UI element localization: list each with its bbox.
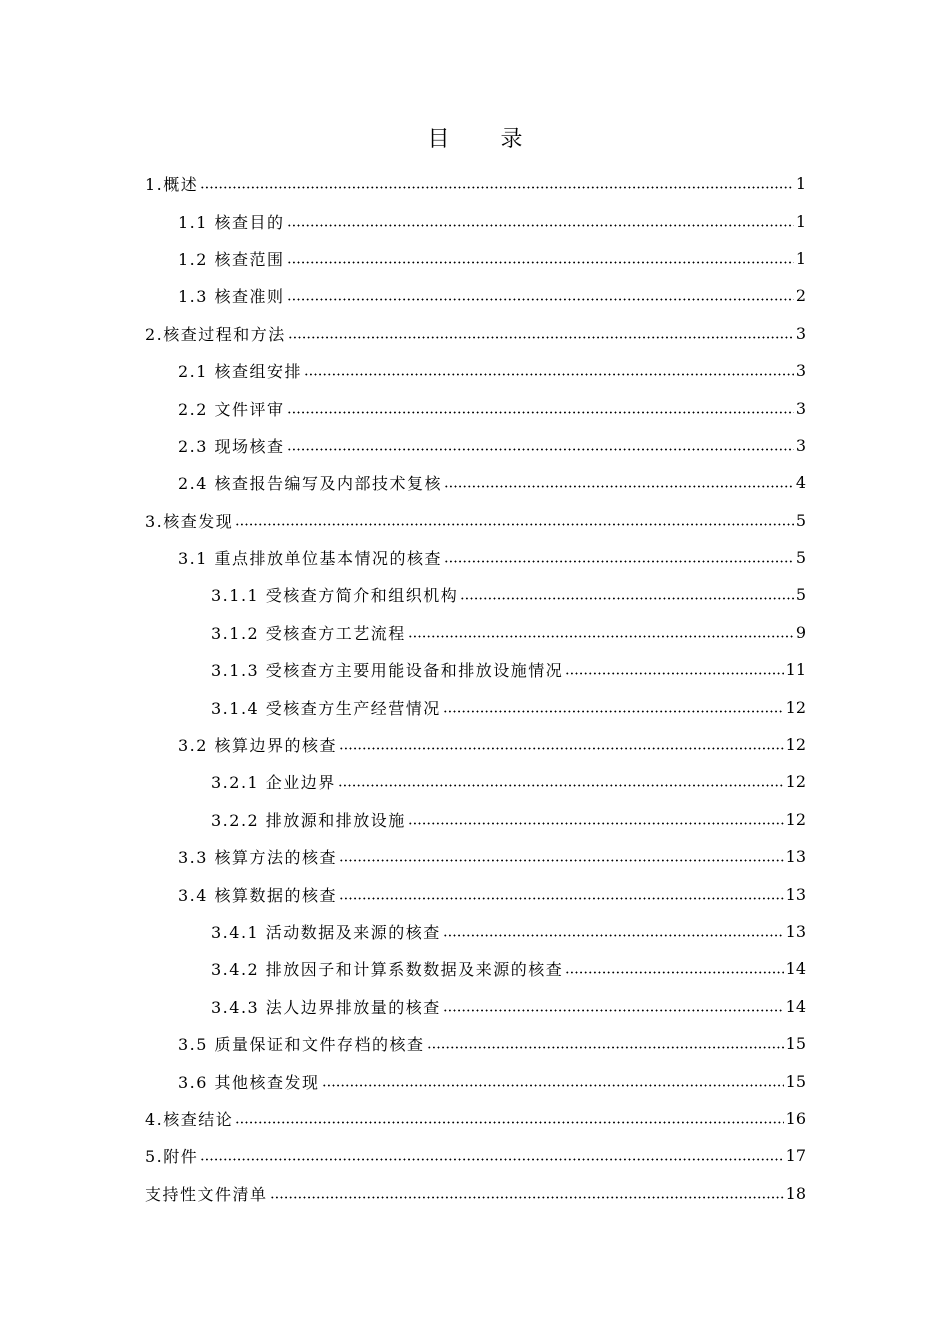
toc-entry-label: 3.1.4 受核查方生产经营情况: [211, 698, 441, 718]
toc-entry-page-number: 14: [785, 959, 806, 979]
toc-dot-leader: [287, 292, 794, 308]
toc-entry-page-number: 3: [795, 398, 806, 418]
toc-entry[interactable]: [0, 1025, 950, 1062]
toc-entry-label: 3.4.1 活动数据及来源的核查: [211, 923, 441, 942]
toc-entry-label: 3.2 核算边界的核查: [178, 736, 338, 756]
toc-entry-label: 3.6 其他核查发现: [178, 1072, 320, 1092]
toc-dot-leader: [288, 329, 794, 345]
toc-entry-label: 2.1 核查组安排: [178, 362, 303, 382]
toc-entry-page-number: 12: [785, 697, 806, 717]
toc-entry[interactable]: [0, 464, 950, 501]
toc-dot-leader: [338, 778, 784, 794]
toc-entry-page-number: 5: [795, 585, 806, 605]
toc-entry-page-number: 17: [785, 1146, 806, 1166]
toc-entry-label: 3.4.2 排放因子和计算系数数据及来源的核查: [211, 960, 564, 980]
toc-list: [0, 165, 950, 1212]
toc-entry[interactable]: [0, 913, 950, 950]
toc-entry-page-number: 14: [785, 996, 806, 1016]
toc-entry-label: 4.核查结论: [145, 1109, 234, 1129]
toc-entry[interactable]: [0, 726, 950, 763]
toc-entry[interactable]: [0, 763, 950, 800]
toc-dot-leader: [427, 1040, 784, 1056]
toc-entry[interactable]: [0, 838, 950, 875]
toc-entry-page-number: 13: [785, 847, 806, 867]
toc-entry-label: 1.2 核查范围: [178, 249, 285, 269]
toc-entry[interactable]: [0, 875, 950, 912]
toc-entry-page-number: 9: [795, 622, 806, 642]
toc-dot-leader: [565, 666, 783, 682]
toc-entry-page-number: 15: [785, 1034, 806, 1054]
toc-entry-label: 1.1 核查目的: [178, 212, 285, 232]
toc-entry-page-number: 3: [795, 323, 806, 343]
toc-dot-leader: [444, 554, 794, 570]
toc-entry-page-number: 5: [795, 548, 806, 568]
toc-entry[interactable]: [0, 1175, 950, 1212]
toc-entry[interactable]: [0, 539, 950, 576]
toc-dot-leader: [287, 441, 794, 457]
toc-entry-label: 1.概述: [145, 175, 199, 195]
toc-entry-label: 3.2.2 排放源和排放设施: [211, 810, 406, 830]
toc-dot-leader: [235, 1114, 783, 1130]
toc-entry-label: 3.2.1 企业边界: [211, 773, 336, 793]
toc-dot-leader: [287, 254, 794, 270]
toc-entry-page-number: 4: [795, 473, 806, 493]
toc-entry[interactable]: [0, 502, 950, 539]
toc-entry-page-number: 12: [785, 735, 806, 755]
toc-entry-label: 3.4.3 法人边界排放量的核查: [211, 997, 441, 1017]
toc-entry[interactable]: [0, 688, 950, 725]
toc-entry[interactable]: [0, 427, 950, 464]
toc-entry-label: 2.核查过程和方法: [145, 324, 286, 344]
toc-entry-page-number: 11: [785, 660, 806, 680]
toc-dot-leader: [444, 479, 794, 495]
toc-entry-page-number: 12: [785, 772, 806, 792]
toc-entry[interactable]: [0, 1062, 950, 1099]
toc-dot-leader: [443, 928, 784, 944]
toc-entry-page-number: 18: [785, 1183, 806, 1203]
toc-entry-page-number: 1: [795, 174, 806, 194]
toc-dot-leader: [322, 1077, 784, 1093]
toc-entry[interactable]: [0, 165, 950, 202]
toc-entry[interactable]: [0, 950, 950, 987]
toc-dot-leader: [408, 815, 784, 831]
toc-entry-page-number: 1: [795, 211, 806, 231]
toc-entry[interactable]: [0, 352, 950, 389]
toc-entry-label: 1.3 核查准则: [178, 287, 285, 307]
toc-dot-leader: [460, 591, 794, 607]
toc-entry-page-number: 15: [785, 1071, 806, 1091]
toc-entry-page-number: 12: [785, 809, 806, 829]
toc-entry[interactable]: [0, 651, 950, 688]
toc-entry-page-number: 5: [795, 510, 806, 530]
toc-entry-label: 3.1.3 受核查方主要用能设备和排放设施情况: [211, 661, 564, 681]
toc-entry[interactable]: [0, 202, 950, 239]
toc-dot-leader: [235, 516, 794, 532]
toc-entry-label: 支持性文件清单: [145, 1184, 268, 1204]
toc-entry-label: 2.3 现场核查: [178, 436, 285, 456]
toc-entry-label: 2.2 文件评审: [178, 399, 285, 419]
toc-entry[interactable]: [0, 614, 950, 651]
toc-dot-leader: [270, 1189, 784, 1205]
toc-entry-label: 3.核查发现: [145, 511, 234, 531]
toc-entry-page-number: 3: [795, 435, 806, 455]
toc-entry-label: 3.4 核算数据的核查: [178, 885, 338, 905]
toc-dot-leader: [339, 853, 784, 869]
toc-entry[interactable]: [0, 988, 950, 1025]
toc-entry[interactable]: [0, 576, 950, 613]
toc-entry-page-number: 3: [795, 361, 806, 381]
toc-entry[interactable]: [0, 240, 950, 277]
toc-dot-leader: [408, 628, 794, 644]
toc-dot-leader: [287, 217, 794, 233]
toc-entry[interactable]: [0, 1137, 950, 1174]
toc-dot-leader: [443, 703, 784, 719]
toc-entry-page-number: 1: [795, 248, 806, 268]
toc-dot-leader: [287, 404, 794, 420]
toc-entry-label: 2.4 核查报告编写及内部技术复核: [178, 474, 443, 494]
toc-entry-page-number: 16: [785, 1108, 806, 1128]
toc-entry[interactable]: [0, 801, 950, 838]
toc-dot-leader: [200, 1152, 783, 1168]
toc-entry-label: 3.5 质量保证和文件存档的核查: [178, 1035, 425, 1055]
toc-dot-leader: [304, 367, 794, 383]
toc-entry-page-number: 13: [785, 884, 806, 904]
toc-entry-label: 3.1.2 受核查方工艺流程: [211, 623, 406, 643]
toc-entry[interactable]: [0, 389, 950, 426]
toc-entry[interactable]: [0, 277, 950, 314]
toc-entry-label: 5.附件: [145, 1147, 199, 1167]
toc-entry-label: 3.1.1 受核查方简介和组织机构: [211, 586, 459, 606]
toc-dot-leader: [339, 741, 784, 757]
toc-entry-page-number: 13: [785, 922, 806, 941]
toc-title: 目 录: [427, 127, 545, 152]
toc-dot-leader: [443, 1002, 784, 1018]
toc-entry-label: 3.3 核算方法的核查: [178, 848, 338, 868]
toc-entry[interactable]: [0, 1100, 950, 1137]
toc-entry[interactable]: [0, 315, 950, 352]
toc-dot-leader: [339, 890, 784, 906]
toc-dot-leader: [565, 965, 783, 981]
toc-entry-page-number: 2: [795, 286, 806, 306]
toc-entry-label: 3.1 重点排放单位基本情况的核查: [178, 549, 443, 569]
toc-dot-leader: [200, 180, 794, 196]
